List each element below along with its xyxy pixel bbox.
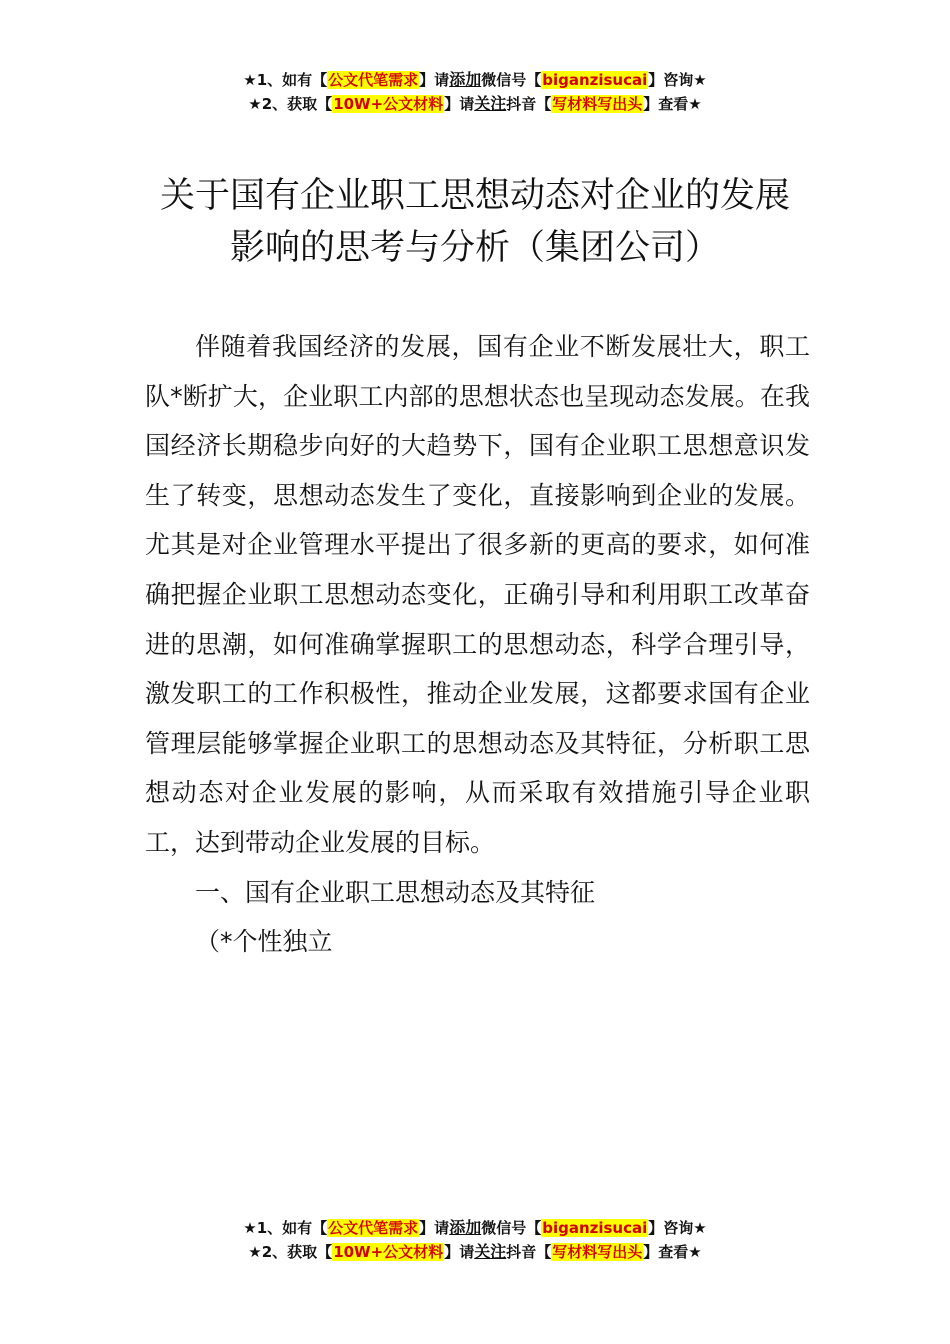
document-body [145, 322, 810, 967]
banner-highlight-service: 公文代笔需求 [328, 71, 419, 89]
body-paragraph: 伴随着我国经济的发展，国有企业不断发展壮大，职工队*断扩大，企业职工内部的思想状态也呈现动态发展。在我国经济长期稳步向好的大趋势下，国有企业职工思想意识发生了转变，思想动态发生了变化，直接影响到企业的发展。尤其是对企业管理水平提出了很多新的更高的要求，如何准确把握企业职工思想动态变化，正确引导和利用职工改革奋进的思潮，如何准确掌握职工的思想动态，科学合理引导，激发职工的工作积极性，推动企业发展，这都要求国有企业管理层能够掌握企业职工的思想动态及其特征，分析职工思想动态对企业发展的影响，从而采取有效措施引导企业职工，达到带动企业发展的目标。 [145, 332, 810, 857]
banner-line-1: ★1、如有【公文代笔需求】请添加微信号【biganzisucai】咨询★ [243, 70, 707, 89]
footer-banner-line-2: ★2、获取【10W+公文材料】请关注抖音【写材料写出头】查看★ [248, 1242, 702, 1261]
footer-highlight-materials: 10W+公文材料 [333, 1243, 444, 1261]
footer-highlight-service: 公文代笔需求 [328, 1219, 419, 1237]
footer-highlight-wechat: biganzisucai [542, 1219, 648, 1237]
footer-banner [0, 1216, 950, 1264]
banner-highlight-materials: 10W+公文材料 [333, 95, 444, 113]
title-line-1: 关于国有企业职工思想动态对企业的发展 [159, 176, 790, 216]
banner-highlight-douyin: 写材料写出头 [552, 95, 643, 113]
subsection-heading: （*个性独立 [195, 927, 333, 957]
footer-highlight-douyin: 写材料写出头 [552, 1243, 643, 1261]
header-banner [0, 68, 950, 116]
banner-highlight-wechat: biganzisucai [542, 71, 648, 89]
footer-banner-line-1: ★1、如有【公文代笔需求】请添加微信号【biganzisucai】咨询★ [243, 1218, 707, 1237]
document-title [0, 170, 950, 274]
title-line-2: 影响的思考与分析（集团公司） [229, 228, 720, 268]
section-heading: 一、国有企业职工思想动态及其特征 [195, 877, 596, 907]
banner-line-2: ★2、获取【10W+公文材料】请关注抖音【写材料写出头】查看★ [248, 94, 702, 113]
